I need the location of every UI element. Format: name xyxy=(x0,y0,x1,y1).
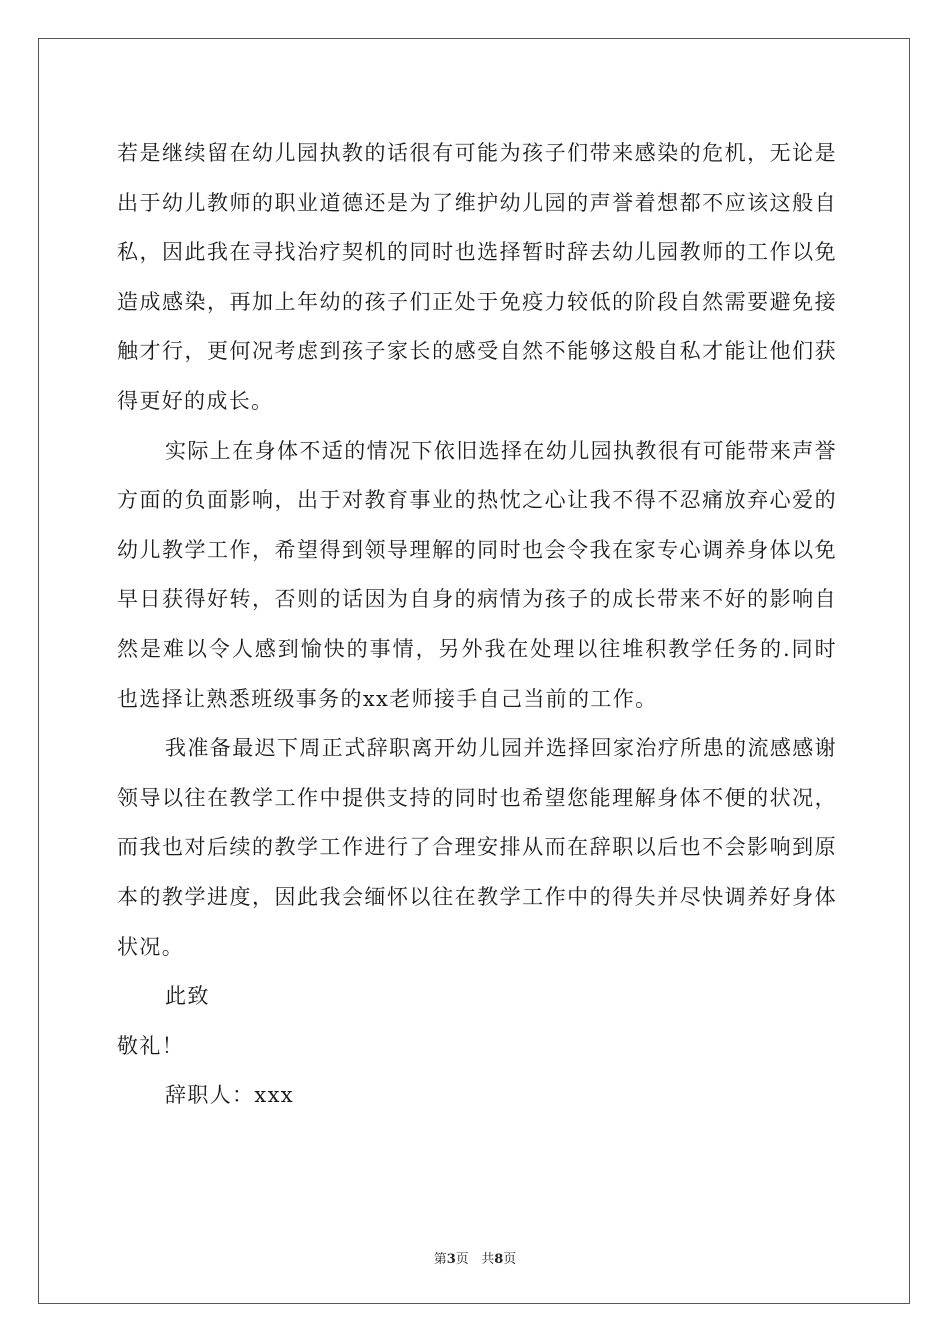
signature-line: 辞职人：xxx xyxy=(165,1083,294,1108)
paragraph-2: 实际上在身体不适的情况下依旧选择在幼儿园执教很有可能带来声誉方面的负面影响，出于对教育事业的热忱之心让我不得不忍痛放弃心爱的幼儿教学工作，希望得到领导理解的同时也会令我在家专心调养身体以免早日获得好转，否则的话因为自身的病情为孩子的成长带来不好的影响自然是难以令人感到愉快的事情，另外我在处理以往堆积教学任务的.同时也选择让熟悉班级事务的xx老师接手自己当前的工作。 xyxy=(117,438,837,711)
paragraph-3: 我准备最迟下周正式辞职离开幼儿园并选择回家治疗所患的流感感谢领导以往在教学工作中提供支持的同时也希望您能理解身体不便的状况，而我也对后续的教学工作进行了合理安排从而在辞职以后也不会影响到原本的教学进度，因此我会缅怀以往在教学工作中的得失并尽快调养好身体状况。 xyxy=(117,736,837,959)
page-prefix: 第 xyxy=(433,1252,447,1267)
total-prefix: 共 xyxy=(481,1252,495,1267)
letter-body xyxy=(117,129,837,1121)
total-suffix: 页 xyxy=(503,1252,517,1267)
page-number: 3 xyxy=(446,1252,456,1267)
page-footer xyxy=(0,1248,950,1267)
page-suffix: 页 xyxy=(455,1252,469,1267)
paragraph-1: 若是继续留在幼儿园执教的话很有可能为孩子们带来感染的危机，无论是出于幼儿教师的职业道德还是为了维护幼儿园的声誉着想都不应该这般自私，因此我在寻找治疗契机的同时也选择暂时辞去幼儿园教师的工作以免造成感染，再加上年幼的孩子们正处于免疫力较低的阶段自然需要避免接触才行，更何况考虑到孩子家长的感受自然不能够这般自私才能让他们获得更好的成长。 xyxy=(117,141,837,413)
closing-salutation: 此致 xyxy=(165,984,210,1009)
closing-regards: 敬礼！ xyxy=(117,1033,185,1058)
total-pages: 8 xyxy=(494,1252,504,1267)
